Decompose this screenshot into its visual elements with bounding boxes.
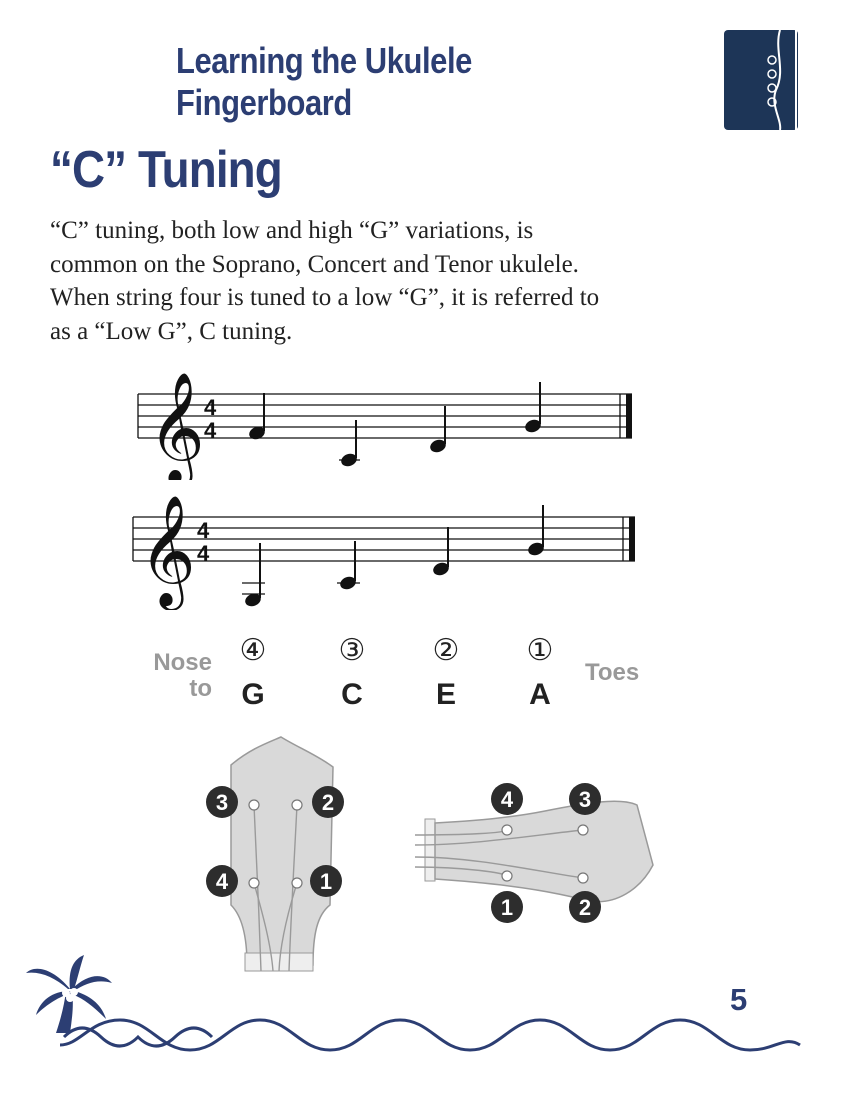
page-number: 5 (730, 982, 748, 1017)
note-e4 (431, 527, 450, 577)
wave-divider (60, 1015, 805, 1060)
note-c4 (337, 541, 360, 591)
string-number: ① (526, 633, 554, 668)
svg-text:2: 2 (321, 790, 335, 815)
headstock-vertical (195, 735, 350, 975)
tuning-labels (150, 620, 650, 715)
treble-clef-icon: 𝄞 (148, 374, 205, 480)
intro-line: common on the Soprano, Concert and Tenor ukulele. (50, 250, 579, 278)
intro-line: When string four is tuned to a low “G”, it is referred to (50, 284, 600, 311)
header-title: Learning the Ukulele Fingerboard (176, 40, 472, 123)
svg-text:2: 2 (578, 895, 592, 920)
string-number: ④ (239, 633, 267, 668)
note-e4 (428, 406, 447, 454)
peg-badge (310, 865, 342, 897)
svg-text:4: 4 (500, 787, 514, 812)
peg-badge (569, 891, 601, 923)
svg-text:4: 4 (215, 869, 229, 894)
time-sig-bottom: 4 (204, 418, 217, 443)
nose-label: Nose (153, 649, 212, 676)
svg-text:3: 3 (578, 787, 592, 812)
string-note: A (529, 678, 551, 711)
staff-high-g (130, 360, 650, 480)
string-note: G (241, 678, 265, 711)
intro-line: “C” tuning, both low and high “G” variations, is (50, 217, 534, 244)
string-number: ② (432, 633, 460, 668)
peg-badge (491, 891, 523, 923)
time-sig-top: 4 (197, 518, 210, 543)
peg-badge (206, 786, 238, 818)
string-note: C (341, 678, 363, 711)
section-title: “C” Tuning (50, 141, 282, 199)
svg-text:1: 1 (500, 895, 514, 920)
peg-badge (312, 786, 344, 818)
string-number: ③ (338, 633, 366, 668)
intro-paragraph (50, 214, 770, 348)
peg-badge (491, 783, 523, 815)
note-a4 (526, 505, 545, 557)
staff-low-g (125, 485, 650, 610)
svg-text:1: 1 (319, 869, 333, 894)
toes-label: Toes (585, 659, 640, 686)
treble-clef-icon: 𝄞 (139, 497, 196, 604)
time-sig-bottom: 4 (197, 541, 210, 566)
note-g3 (242, 543, 265, 608)
peg-badge (569, 783, 601, 815)
note-a4 (523, 382, 542, 434)
to-label: to (189, 675, 212, 702)
peg-badge (206, 865, 238, 897)
intro-line: as a “Low G”, C tuning. (50, 317, 293, 345)
time-sig-top: 4 (204, 395, 217, 420)
svg-text:3: 3 (215, 790, 229, 815)
string-note: E (435, 678, 457, 711)
neck-emblem-icon (724, 30, 800, 132)
headstock-horizontal (415, 775, 660, 935)
note-g4 (247, 393, 266, 441)
